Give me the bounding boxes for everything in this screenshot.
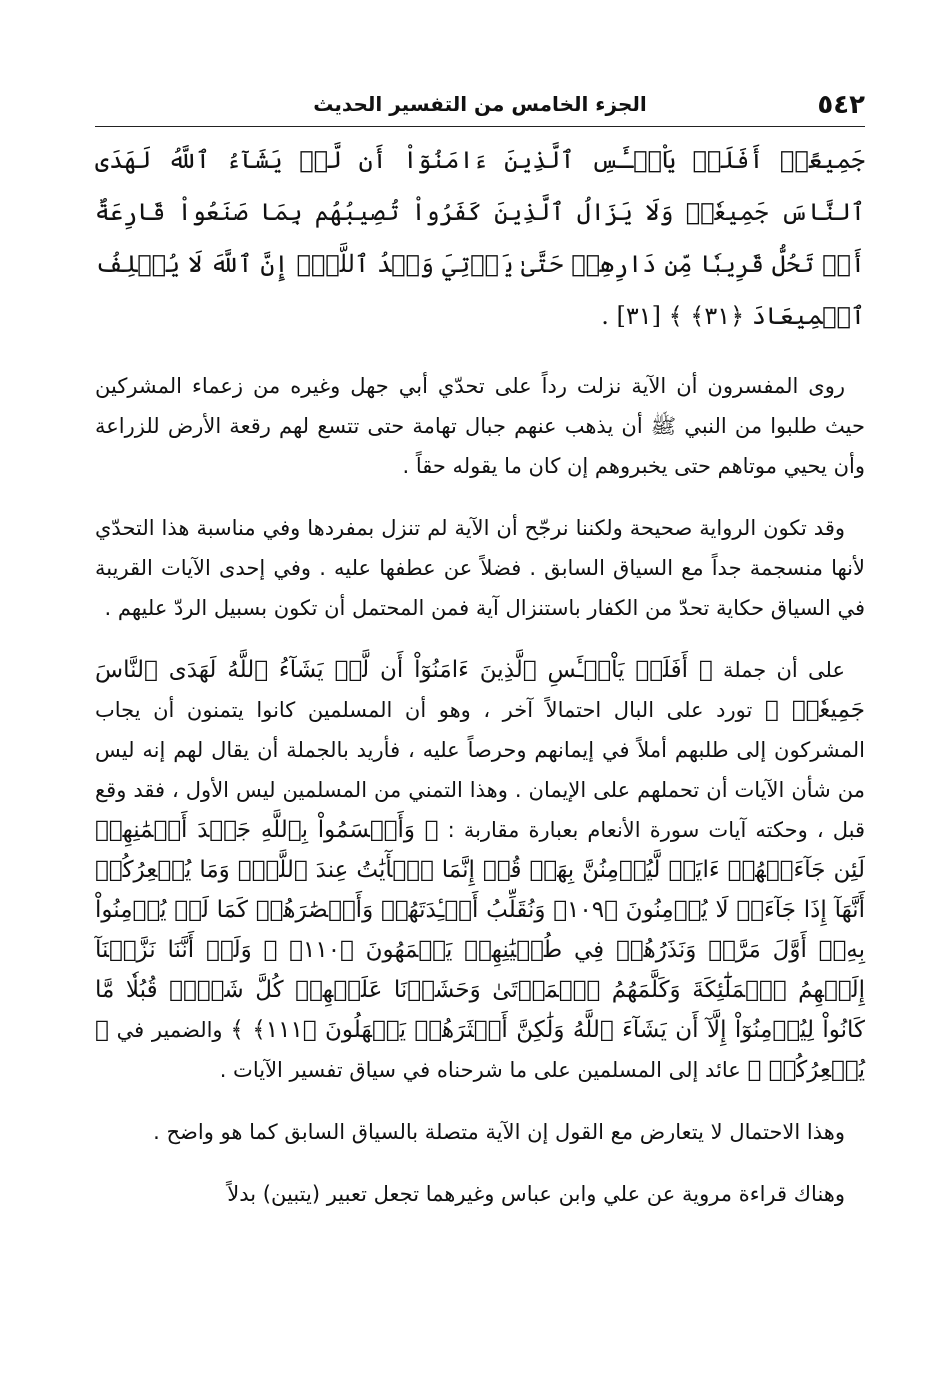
paragraph-3 [95, 650, 865, 1090]
page-number: ٥٤٢ [817, 90, 865, 120]
paragraph-4: وهذا الاحتمال لا يتعارض مع القول إن الآية متصلة بالسياق السابق كما هو واضح . [153, 1120, 845, 1144]
paragraph-3-lead: على أن جملة [722, 658, 845, 682]
paragraph-5: وهناك قراءة مروية عن علي وابن عباس وغيرهما تجعل تعبير (يتبين) بدلاً [227, 1182, 845, 1206]
quran-quote-3: ﴿ يُشۡعِرُكُمۡ ﴾ [95, 1017, 865, 1083]
paragraph-1: روى المفسرون أن الآية نزلت رداً على تحدّي أبي جهل وغيره من زعماء المشركين حيث طلبوا من النبي ﷺ أن يذهب عنهم جبال تهامة حتى تتسع لهم رقعة الأرض للزراعة وأن يحيي موتاهم حتى يخبروهم إن كان ما يقوله حقاً . [95, 374, 865, 478]
running-title: الجزء الخامس من التفسير الحديث [313, 92, 647, 116]
page-body [95, 134, 865, 1236]
quran-quote-2: ﴿ وَأَقۡسَمُواْ بِٱللَّهِ جَهۡدَ أَيۡمَٰنِهِمۡ لَئِن جَآءَتۡهُمۡ ءَايَةٞ لَّيُؤۡمِنُنَّ بِهَاۚ قُلۡ إِنَّمَا ٱلۡأٓيَٰتُ عِندَ ٱللَّهِۖ وَمَا يُشۡعِرُكُمۡ أَنَّهَآ إِذَا جَآءَتۡ لَا يُؤۡمِنُونَ ﴿١٠٩﴾ وَنُقَلِّبُ أَفۡـِٔدَتَهُمۡ وَأَبۡصَٰرَهُمۡ كَمَا لَمۡ يُؤۡمِنُواْ بِهِۦٓ أَوَّلَ مَرَّةٖ وَنَذَرُهُمۡ فِي طُغۡيَٰنِهِمۡ يَعۡمَهُونَ ﴿١١٠﴾ ۞ وَلَوۡ أَنَّنَا نَزَّلۡنَآ إِلَيۡهِمُ ٱلۡمَلَٰٓئِكَةَ وَكَلَّمَهُمُ ٱلۡمَوۡتَىٰ وَحَشَرۡنَا عَلَيۡهِمۡ كُلَّ شَيۡءٖ قُبُلٗا مَّا كَانُواْ لِيُؤۡمِنُوٓاْ إِلَّآ أَن يَشَآءَ ٱللَّهُ وَلَٰكِنَّ أَكۡثَرَهُمۡ يَجۡهَلُونَ ﴿١١١﴾ ﴾ [95, 817, 865, 1043]
page-header [95, 86, 865, 127]
paragraph-3-tail: عائد إلى المسلمين على ما شرحناه في سياق تفسير الآيات . [219, 1058, 741, 1082]
paragraph-2: وقد تكون الرواية صحيحة ولكننا نرجّح أن الآية لم تنزل بمفردها وفي مناسبة هذا التحدّي لأنها منسجمة جداً مع السياق السابق . فضلاً عن عطفها عليه . وفي إحدى الآيات القريبة في السياق حكاية تحدّ من الكفار باستنزال آية فمن المحتمل أن تكون بسبيل الردّ عليهم . [95, 516, 865, 620]
quran-quote-1: ﴿ أَفَلَمۡ يَاْيۡـَٔسِ ٱلَّذِينَ ءَامَنُوٓاْ أَن لَّوۡ يَشَآءُ ٱللَّهُ لَهَدَى ٱلنَّاسَ جَمِيعٗاۗ ﴾ [95, 657, 865, 723]
quran-verse-block: جَمِيعًاۗ أَفَلَمۡ يَاْيۡـَٔسِ ٱلَّذِينَ ءَامَنُوٓاْ أَن لَّوۡ يَشَآءُ ٱللَّهُ لَهَدَى ٱلنَّاسَ جَمِيعٗاۗ وَلَا يَزَالُ ٱلَّذِينَ كَفَرُواْ تُصِيبُهُم بِمَا صَنَعُواْ قَارِعَةٌ أَوۡ تَحُلُّ قَرِيبٗا مِّن دَارِهِمۡ حَتَّىٰ يَأۡتِيَ وَعۡدُ ٱللَّهِۚ إِنَّ ٱللَّهَ لَا يُخۡلِفُ ٱلۡمِيعَادَ ﴿٣١﴾ ﴾ [٣١] . [95, 146, 865, 330]
paragraph-3-middle: تورد على البال احتمالاً آخر ، وهو أن المسلمين كانوا يتمنون أن يجاب المشركون إلى طلبهم أملاً في إيمانهم وحرصاً عليه ، فأريد بالجملة أن يقال لهم إنه ليس من شأن الآيات أن تحملهم على الإيمان . وهذا التمني من المسلمين ليس الأول ، فقد وقع قبل ، وحكته آيات سورة الأنعام بعبارة مقاربة : [95, 698, 865, 842]
paragraph-3-connector: والضمير في [116, 1018, 223, 1042]
